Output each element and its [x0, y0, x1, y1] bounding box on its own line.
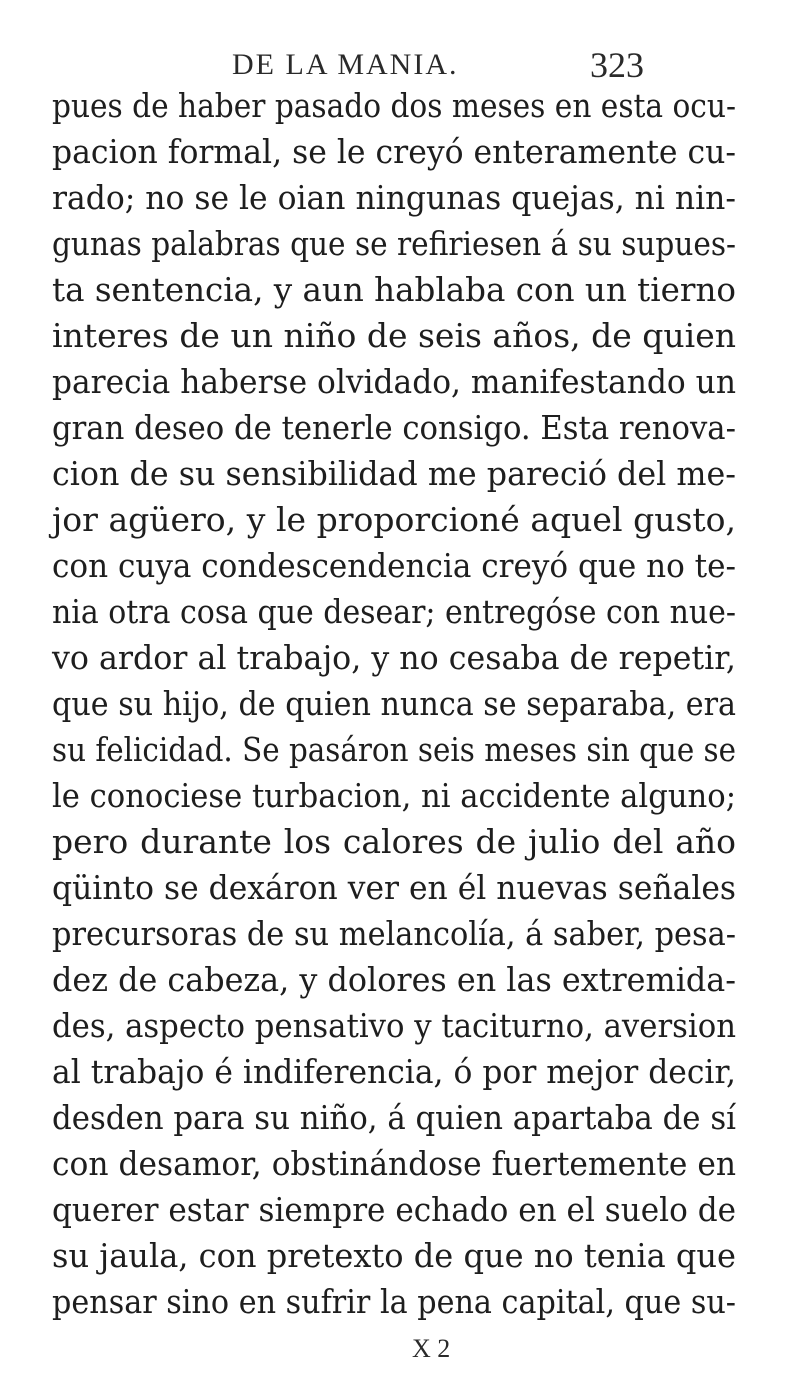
- text-line: le conociese turbacion, ni accidente alguno;: [52, 776, 737, 815]
- text-line: ta sentencia, y aun hablaba con un tierno: [52, 270, 737, 309]
- text-line: con cuya condescendencia creyó que no te-: [52, 546, 736, 585]
- text-line: rado; no se le oian ningunas quejas, ni nin-: [52, 178, 736, 217]
- text-line: su felicidad. Se pasáron seis meses sin que se: [52, 730, 737, 769]
- text-line: pues de haber pasado dos meses en esta ocu-: [52, 86, 736, 125]
- text-line: pensar sino en sufrir la pena capital, que su-: [52, 1282, 737, 1321]
- text-line: al trabajo é indiferencia, ó por mejor decir,: [52, 1052, 736, 1091]
- text-line: con desamor, obstinándose fuertemente en: [52, 1144, 737, 1183]
- text-line: que su hijo, de quien nunca se separaba, era: [52, 684, 737, 723]
- text-line: interes de un niño de seis años, de quien: [52, 316, 736, 355]
- text-line: nia otra cosa que desear; entregóse con nue-: [52, 592, 737, 631]
- text-line: parecia haberse olvidado, manifestando un: [52, 362, 736, 401]
- running-title: DE LA MANIA.: [232, 48, 459, 81]
- signature-mark: X 2: [412, 1334, 451, 1363]
- text-line: pero durante los calores de julio del año: [52, 822, 736, 861]
- text-line: pacion formal, se le creyó enteramente cu-: [52, 132, 737, 171]
- text-line: su jaula, con pretexto de que no tenia que: [52, 1236, 736, 1275]
- text-line: jor agüero, y le proporcioné aquel gusto,: [52, 500, 737, 539]
- text-line: gran deseo de tenerle consigo. Esta renova-: [52, 408, 736, 447]
- text-line: des, aspecto pensativo y taciturno, aversion: [52, 1006, 736, 1045]
- text-line: querer estar siempre echado en el suelo de: [52, 1190, 737, 1229]
- text-line: precursoras de su melancolía, á saber, pesa-: [52, 914, 736, 953]
- text-line: qüinto se dexáron ver en él nuevas señales: [52, 868, 737, 907]
- text-line: cion de su sensibilidad me pareció del me-: [52, 454, 736, 493]
- text-line: gunas palabras que se refiriesen á su supues-: [52, 224, 737, 263]
- text-line: dez de cabeza, y dolores en las extremida-: [52, 960, 736, 999]
- text-line: vo ardor al trabajo, y no cesaba de repetir,: [52, 638, 736, 677]
- page-number: 323: [590, 45, 644, 85]
- text-line: desden para su niño, á quien apartaba de sí: [52, 1098, 736, 1137]
